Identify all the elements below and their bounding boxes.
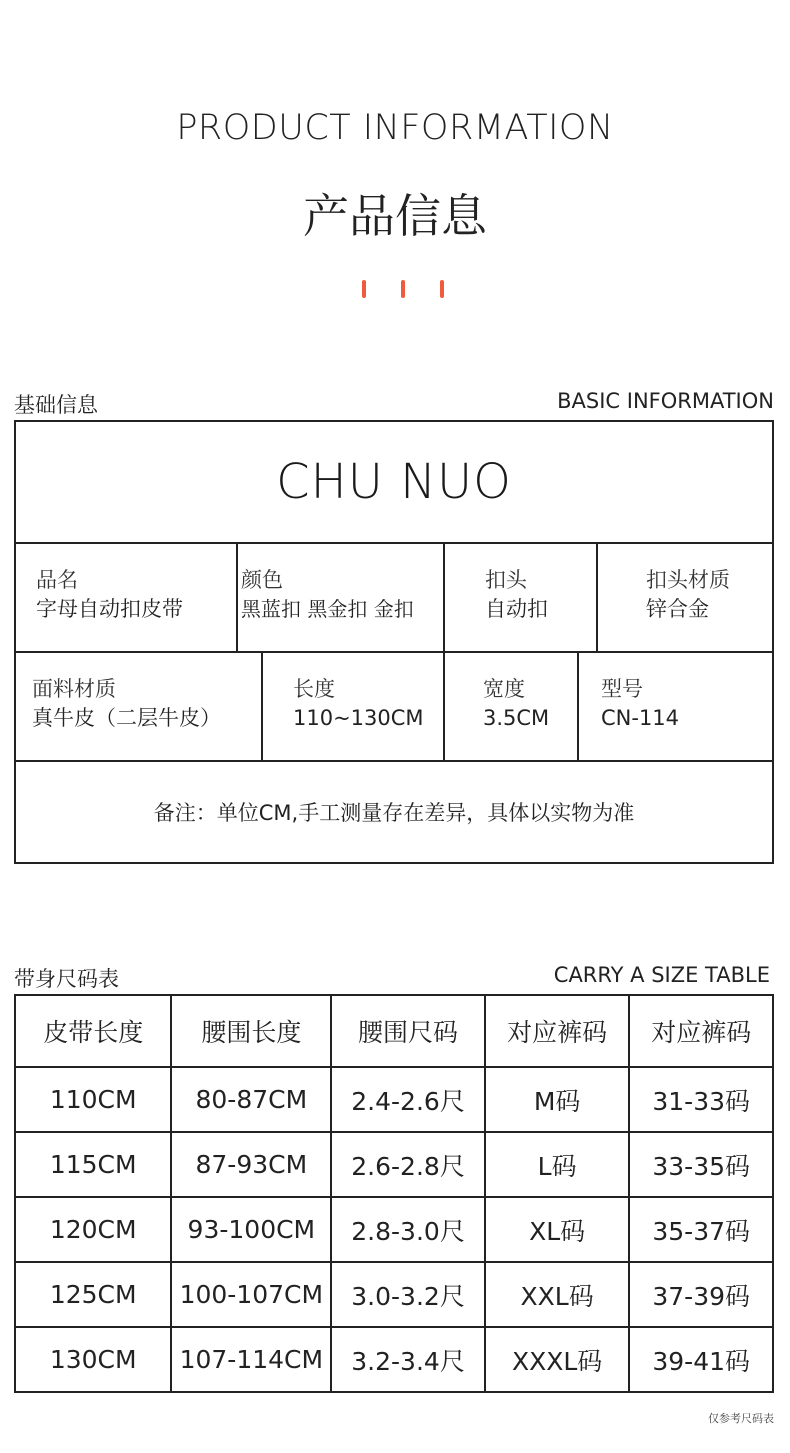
info-cell [598, 544, 772, 651]
basic-info-label-en: BASIC INFORMATION [557, 389, 774, 413]
info-cell [16, 544, 238, 651]
header-waist-length: 腰围长度 [171, 995, 331, 1067]
accent-dash [362, 280, 366, 298]
header-pants-size: 对应裤码 [485, 995, 630, 1067]
info-cell [445, 653, 579, 760]
table-row [15, 1262, 773, 1327]
table-cell: 100-107CM [171, 1262, 331, 1327]
table-cell: 107-114CM [171, 1327, 331, 1392]
table-cell: 93-100CM [171, 1197, 331, 1262]
size-table-label-en: CARRY A SIZE TABLE [553, 963, 770, 987]
table-row [15, 1132, 773, 1197]
table-cell: M码 [485, 1067, 630, 1132]
table-cell: 31-33码 [629, 1067, 773, 1132]
table-cell: 2.4-2.6尺 [331, 1067, 485, 1132]
table-cell: 115CM [15, 1132, 171, 1197]
info-value: CN-114 [601, 706, 680, 730]
header-pants-size-num: 对应裤码 [629, 995, 773, 1067]
info-value: 黑蓝扣 黑金扣 金扣 [241, 597, 414, 621]
accent-dash [440, 280, 444, 298]
info-key: 长度 [293, 677, 335, 701]
table-cell: XL码 [485, 1197, 630, 1262]
size-table-label-cn: 带身尺码表 [14, 967, 119, 991]
info-cell [238, 544, 445, 651]
info-cell [16, 653, 263, 760]
info-cell [445, 544, 598, 651]
info-value: 自动扣 [485, 597, 548, 621]
info-key: 扣头 [485, 568, 527, 592]
table-row [15, 1067, 773, 1132]
accent-dashes [362, 280, 444, 298]
table-cell: 120CM [15, 1197, 171, 1262]
header-waist-size: 腰围尺码 [331, 995, 485, 1067]
footnote: 仅参考尺码表 [708, 1412, 774, 1425]
info-key: 品名 [36, 568, 78, 592]
table-cell: 35-37码 [629, 1197, 773, 1262]
info-value: 110~130CM [293, 706, 424, 730]
note-text: 备注：单位CM,手工测量存在差异，具体以实物为准 [153, 801, 635, 825]
basic-info-table [14, 420, 774, 864]
accent-dash [401, 280, 405, 298]
table-row [15, 1327, 773, 1392]
info-key: 宽度 [483, 677, 525, 701]
title-cn: 产品信息 [303, 189, 487, 243]
table-cell: 2.8-3.0尺 [331, 1197, 485, 1262]
basic-info-label-cn: 基础信息 [14, 393, 98, 417]
brand-name: CHU NUO [16, 422, 772, 544]
table-cell: 3.0-3.2尺 [331, 1262, 485, 1327]
info-cell [263, 653, 445, 760]
info-key: 面料材质 [32, 677, 116, 701]
table-cell: XXL码 [485, 1262, 630, 1327]
info-key: 型号 [601, 677, 643, 701]
table-cell: 87-93CM [171, 1132, 331, 1197]
info-row-2 [16, 653, 772, 762]
info-value: 3.5CM [483, 706, 550, 730]
table-cell: 110CM [15, 1067, 171, 1132]
table-row [15, 1197, 773, 1262]
info-key: 颜色 [241, 568, 283, 592]
info-value: 字母自动扣皮带 [36, 597, 183, 621]
info-key: 扣头材质 [646, 568, 730, 592]
table-cell: 125CM [15, 1262, 171, 1327]
table-cell: 39-41码 [629, 1327, 773, 1392]
info-row-1 [16, 544, 772, 653]
table-cell: 130CM [15, 1327, 171, 1392]
size-table-header [15, 995, 773, 1067]
table-cell: XXXL码 [485, 1327, 630, 1392]
size-table [14, 994, 774, 1393]
info-cell [579, 653, 772, 760]
info-value: 锌合金 [646, 597, 709, 621]
table-cell: 37-39码 [629, 1262, 773, 1327]
table-cell: L码 [485, 1132, 630, 1197]
info-value: 真牛皮（二层牛皮） [32, 706, 221, 730]
header-belt-length: 皮带长度 [15, 995, 171, 1067]
table-cell: 3.2-3.4尺 [331, 1327, 485, 1392]
title-en: PRODUCT INFORMATION [176, 108, 614, 148]
table-cell: 2.6-2.8尺 [331, 1132, 485, 1197]
table-cell: 33-35码 [629, 1132, 773, 1197]
table-cell: 80-87CM [171, 1067, 331, 1132]
